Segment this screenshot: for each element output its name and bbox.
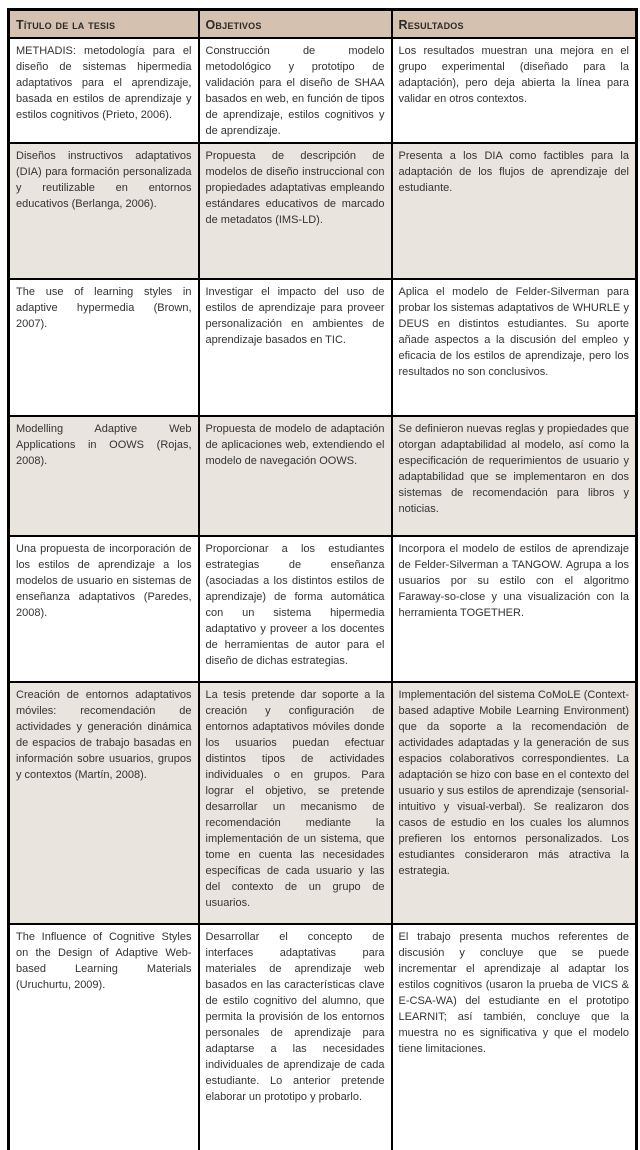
cell-titulo: Creación de entornos adaptativos móviles: recomendación de actividades y generación dinámica de espacios de trabajo basadas en información sobre usuarios, grupos y contextos (Martín, 2008).: [9, 682, 199, 924]
cell-objetivos: Propuesta de descripción de modelos de diseño instruccional con propiedades adaptativas empleando estándares educativos de marcado de metadatos (IMS-LD).: [199, 143, 392, 279]
thesis-comparison-table: [7, 8, 638, 1150]
cell-titulo: The use of learning styles in adaptive hypermedia (Brown, 2007).: [9, 279, 199, 416]
cell-resultados: Implementación del sistema CoMoLE (Context-based adaptive Mobile Learning Environment) que da soporte a la recomendación de actividades adaptadas y la generación de sus espacios colaborativos correspondientes. La adaptación se hizo con base en el contexto del usuario y sus estilos de aprendizaje (sensorial-intuitivo y visual-verbal). Se realizaron dos casos de estudio en los cuales los alumnos prefieren los entornos personalizados. Los estudiantes consideraron más atractiva la estrategia.: [392, 682, 637, 924]
cell-titulo: Modelling Adaptive Web Applications in OOWS (Rojas, 2008).: [9, 416, 199, 536]
cell-resultados: Presenta a los DIA como factibles para la adaptación de los flujos de aprendizaje del estudiante.: [392, 143, 637, 279]
cell-titulo: Diseños instructivos adaptativos (DIA) para formación personalizada y reutilizable en entornos educativos (Berlanga, 2006).: [9, 143, 199, 279]
cell-resultados: Incorpora el modelo de estilos de aprendizaje de Felder-Silverman a TANGOW. Agrupa a los usuarios por su estilo con el algoritmo Faraway-so-close y una visualización con la herramienta TOGETHER.: [392, 536, 637, 682]
table-row: [9, 38, 637, 143]
table-row: [9, 143, 637, 279]
table-row: [9, 279, 637, 416]
cell-resultados: Aplica el modelo de Felder-Silverman para probar los sistemas adaptativos de WHURLE y DEUS en distintos estudiantes. Su aporte añade aspectos a la discusión del empleo y eficacia de los estilos de aprendizaje, pero los resultados no son conclusivos.: [392, 279, 637, 416]
cell-titulo: The Influence of Cognitive Styles on the Design of Adaptive Web-based Learning Materials (Uruchurtu, 2009).: [9, 924, 199, 1150]
cell-objetivos: Proporcionar a los estudiantes estrategias de enseñanza (asociadas a los distintos estilos de aprendizaje) de forma automática con un sistema hipermedia adaptativo y proveer a los docentes de herramientas de autor para el diseño de dichas estrategias.: [199, 536, 392, 682]
column-header-objetivos: Objetivos: [199, 10, 392, 39]
cell-resultados: Se definieron nuevas reglas y propiedades que otorgan adaptabilidad al modelo, así como la especificación de requerimientos de usuario y adaptabilidad que se implementaron en dos sistemas de recomendación para libros y noticias.: [392, 416, 637, 536]
column-header-resultados: Resultados: [392, 10, 637, 39]
table-row: [9, 682, 637, 924]
cell-objetivos: Investigar el impacto del uso de estilos de aprendizaje para proveer personalización en ambientes de aprendizaje basados en TIC.: [199, 279, 392, 416]
header-row: [9, 10, 637, 39]
cell-resultados: El trabajo presenta muchos referentes de discusión y concluye que se puede incrementar el aprendizaje al adaptar los estilos cognitivos (usaron la prueba de VICS & E-CSA-WA) del estudiante en el prototipo LEARNIT; así también, concluye que la muestra no es significativa y que el modelo tiene limitaciones.: [392, 924, 637, 1150]
table-row: [9, 924, 637, 1150]
cell-objetivos: Desarrollar el concepto de interfaces adaptativas para materiales de aprendizaje web basados en las características clave de estilo cognitivo del alumno, que permita la provisión de los entornos personales de aprendizaje para adaptarse a las necesidades individuales de aprendizaje de cada estudiante. Lo anterior pretende elaborar un prototipo y probarlo.: [199, 924, 392, 1150]
table-row: [9, 536, 637, 682]
table-row: [9, 416, 637, 536]
cell-objetivos: Construcción de modelo metodológico y prototipo de validación para el diseño de SHAA basados en web, en función de tipos de aprendizaje, estilos cognitivos y de aprendizaje.: [199, 38, 392, 143]
cell-titulo: Una propuesta de incorporación de los estilos de aprendizaje a los modelos de usuario en sistemas de enseñanza adaptativos (Paredes, 2008).: [9, 536, 199, 682]
cell-objetivos: La tesis pretende dar soporte a la creación y configuración de entornos adaptativos móviles donde los usuarios puedan efectuar distintos tipos de actividades individuales o en grupos. Para lograr el objetivo, se pretende desarrollar un mecanismo de recomendación mediante la implementación de un sistema, que tome en cuenta las necesidades específicas de cada usuario y las del contexto de un grupo de usuarios.: [199, 682, 392, 924]
cell-titulo: METHADIS: metodología para el diseño de sistemas hipermedia adaptativos para el aprendizaje, basada en estilos de aprendizaje y estilos cognitivos (Prieto, 2006).: [9, 38, 199, 143]
column-header-titulo: Título de la tesis: [9, 10, 199, 39]
cell-resultados: Los resultados muestran una mejora en el grupo experimental (diseñado para la adaptación), pero deja abierta la línea para validar en otros contextos.: [392, 38, 637, 143]
cell-objetivos: Propuesta de modelo de adaptación de aplicaciones web, extendiendo el modelo de navegación OOWS.: [199, 416, 392, 536]
